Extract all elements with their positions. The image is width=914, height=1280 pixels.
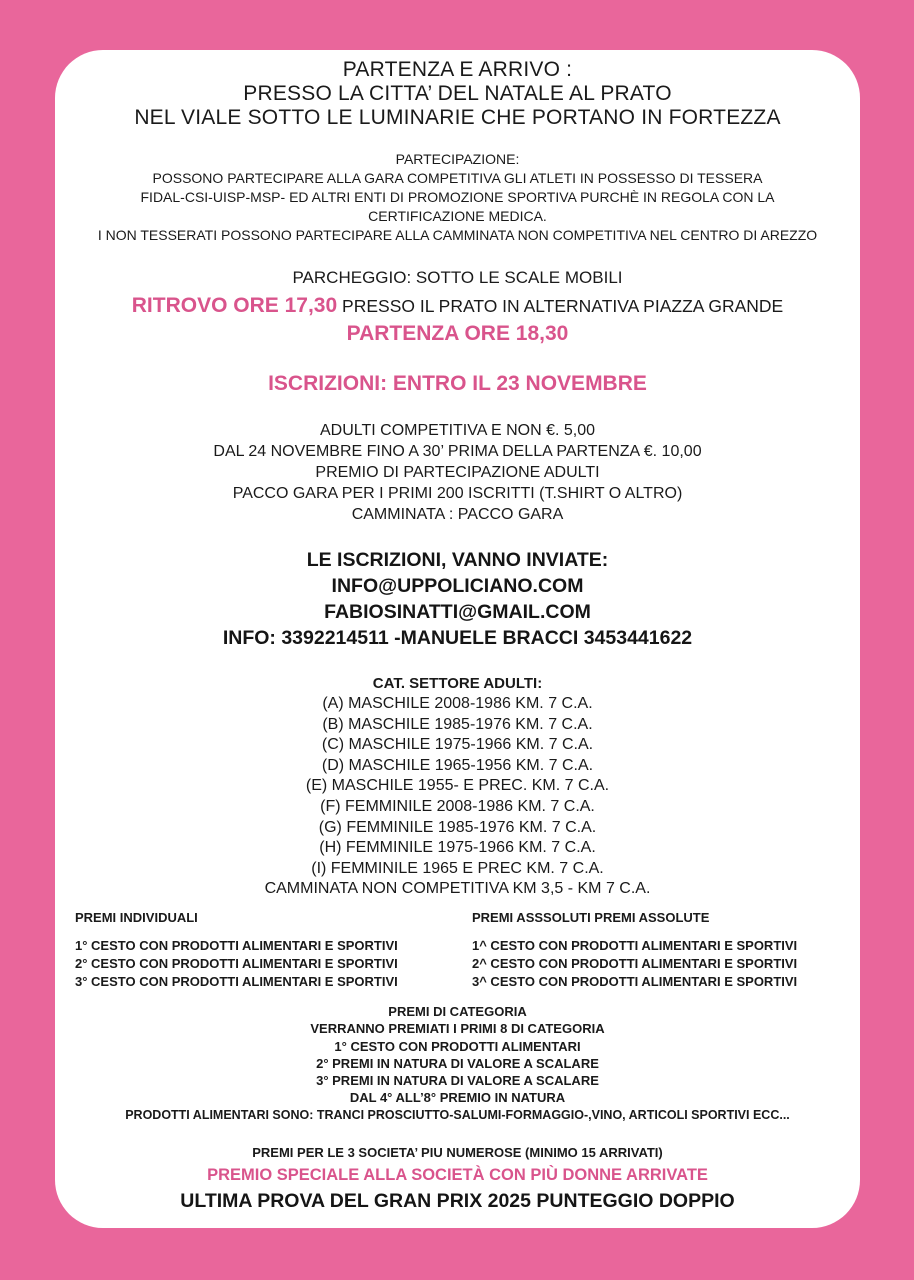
individual-prizes [75, 909, 398, 991]
fee-line: PREMIO DI PARTECIPAZIONE ADULTI [315, 464, 600, 481]
category-item: (F) FEMMINILE 2008-1986 KM. 7 C.A. [320, 797, 595, 815]
meeting-info [55, 292, 860, 320]
category-prize-line: 2° PREMI IN NATURA DI VALORE A SCALARE [316, 1055, 599, 1071]
fee-line: ADULTI COMPETITIVA E NON €. 5,00 [319, 422, 596, 439]
contact-phone: INFO: 3392214511 -MANUELE BRACCI 3453441622 [222, 627, 693, 649]
category-prizes-title: PREMI DI CATEGORIA [388, 1004, 527, 1019]
absolute-prizes [472, 909, 797, 991]
individual-prizes-title: PREMI INDIVIDUALI [75, 910, 198, 925]
individual-prize-item: 2° CESTO CON PRODOTTI ALIMENTARI E SPORTIVI [75, 956, 398, 971]
category-item: (D) MASCHILE 1965-1956 KM. 7 C.A. [321, 756, 594, 774]
absolute-prize-item: 2^ CESTO CON PRODOTTI ALIMENTARI E SPORTIVI [472, 956, 798, 971]
meeting-time: RITROVO ORE 17,30 [131, 294, 338, 317]
fee-line: CAMMINATA : PACCO GARA [351, 506, 564, 523]
parking-info: PARCHEGGIO: SOTTO LE SCALE MOBILI [292, 268, 623, 287]
category-item: (E) MASCHILE 1955- E PREC. KM. 7 C.A. [305, 777, 610, 795]
flyer-card [55, 50, 860, 1228]
category-prize-line: VERRANNO PREMIATI I PRIMI 8 DI CATEGORIA [310, 1021, 605, 1037]
category-item: (G) FEMMINILE 1985-1976 KM. 7 C.A. [318, 818, 597, 836]
contact-email[interactable]: INFO@UPPOLICIANO.COM [331, 575, 584, 597]
absolute-prize-item: 1^ CESTO CON PRODOTTI ALIMENTARI E SPORTIVI [472, 938, 798, 953]
categories-title: CAT. SETTORE ADULTI: [372, 675, 543, 692]
footer [55, 1143, 860, 1215]
fee-line: DAL 24 NOVEMBRE FINO A 30’ PRIMA DELLA PARTENZA €. 10,00 [213, 443, 702, 460]
category-item: (I) FEMMINILE 1965 E PREC KM. 7 C.A. [311, 859, 604, 877]
category-prize-line: 3° PREMI IN NATURA DI VALORE A SCALARE [316, 1073, 599, 1089]
absolute-prize-item: 3^ CESTO CON PRODOTTI ALIMENTARI E SPORTIVI [472, 974, 798, 989]
category-prizes [55, 1003, 860, 1124]
special-prize: PREMIO SPECIALE ALLA SOCIETÀ CON PIÙ DONNE ARRIVATE [207, 1166, 708, 1184]
participation-line: FIDAL-CSI-UISP-MSP- ED ALTRI ENTI DI PROMOZIONE SPORTIVA PURCHÈ IN REGOLA CON LA [140, 189, 775, 205]
header-line: PARTENZA E ARRIVO : [342, 58, 573, 81]
start-time: PARTENZA ORE 18,30 [346, 322, 569, 345]
header-line: PRESSO LA CITTA’ DEL NATALE AL PRATO [243, 82, 672, 105]
registration-deadline: ISCRIZIONI: ENTRO IL 23 NOVEMBRE [268, 372, 647, 395]
meeting-place: PRESSO IL PRATO IN ALTERNATIVA PIAZZA GRANDE [337, 296, 784, 316]
contacts-section [55, 547, 860, 651]
individual-prize-item: 3° CESTO CON PRODOTTI ALIMENTARI E SPORTIVI [75, 974, 398, 989]
fees-section [55, 420, 860, 525]
category-prize-line: DAL 4° ALL’8° PREMIO IN NATURA [349, 1090, 566, 1106]
participation-title: PARTECIPAZIONE: [395, 151, 520, 167]
grand-prix-note: ULTIMA PROVA DEL GRAN PRIX 2025 PUNTEGGIO DOPPIO [180, 1190, 735, 1212]
category-item: (H) FEMMINILE 1975-1966 KM. 7 C.A. [319, 839, 596, 857]
absolute-prizes-title: PREMI ASSSOLUTI PREMI ASSOLUTE [472, 910, 710, 925]
society-prizes: PREMI PER LE 3 SOCIETA’ PIU NUMEROSE (MINIMO 15 ARRIVATI) [252, 1145, 663, 1160]
category-item: CAMMINATA NON COMPETITIVA KM 3,5 - KM 7 C.A. [264, 880, 651, 898]
participation-line: I NON TESSERATI POSSONO PARTECIPARE ALLA CAMMINATA NON COMPETITIVA NEL CENTRO DI AREZZO [97, 227, 818, 243]
category-item: (C) MASCHILE 1975-1966 KM. 7 C.A. [321, 736, 594, 754]
header [55, 58, 860, 130]
header-line: NEL VIALE SOTTO LE LUMINARIE CHE PORTANO IN FORTEZZA [134, 106, 781, 129]
fee-line: PACCO GARA PER I PRIMI 200 ISCRITTI (T.SHIRT O ALTRO) [232, 485, 683, 502]
contact-email[interactable]: FABIOSINATTI@GMAIL.COM [324, 601, 591, 623]
individual-prize-item: 1° CESTO CON PRODOTTI ALIMENTARI E SPORTIVI [75, 938, 398, 953]
category-prize-line: 1° CESTO CON PRODOTTI ALIMENTARI [334, 1038, 581, 1054]
category-prize-products: PRODOTTI ALIMENTARI SONO: TRANCI PROSCIUTTO-SALUMI-FORMAGGIO-,VINO, ARTICOLI SPORTIVI ECC... [125, 1107, 790, 1122]
participation-section [55, 150, 860, 245]
categories-section [55, 674, 860, 900]
participation-line: CERTIFICAZIONE MEDICA. [368, 208, 547, 224]
category-item: (A) MASCHILE 2008-1986 KM. 7 C.A. [322, 695, 593, 712]
participation-line: POSSONO PARTECIPARE ALLA GARA COMPETITIVA GLI ATLETI IN POSSESSO DI TESSERA [152, 170, 763, 186]
contacts-title: LE ISCRIZIONI, VANNO INVIATE: [306, 549, 609, 571]
category-item: (B) MASCHILE 1985-1976 KM. 7 C.A. [322, 715, 593, 733]
